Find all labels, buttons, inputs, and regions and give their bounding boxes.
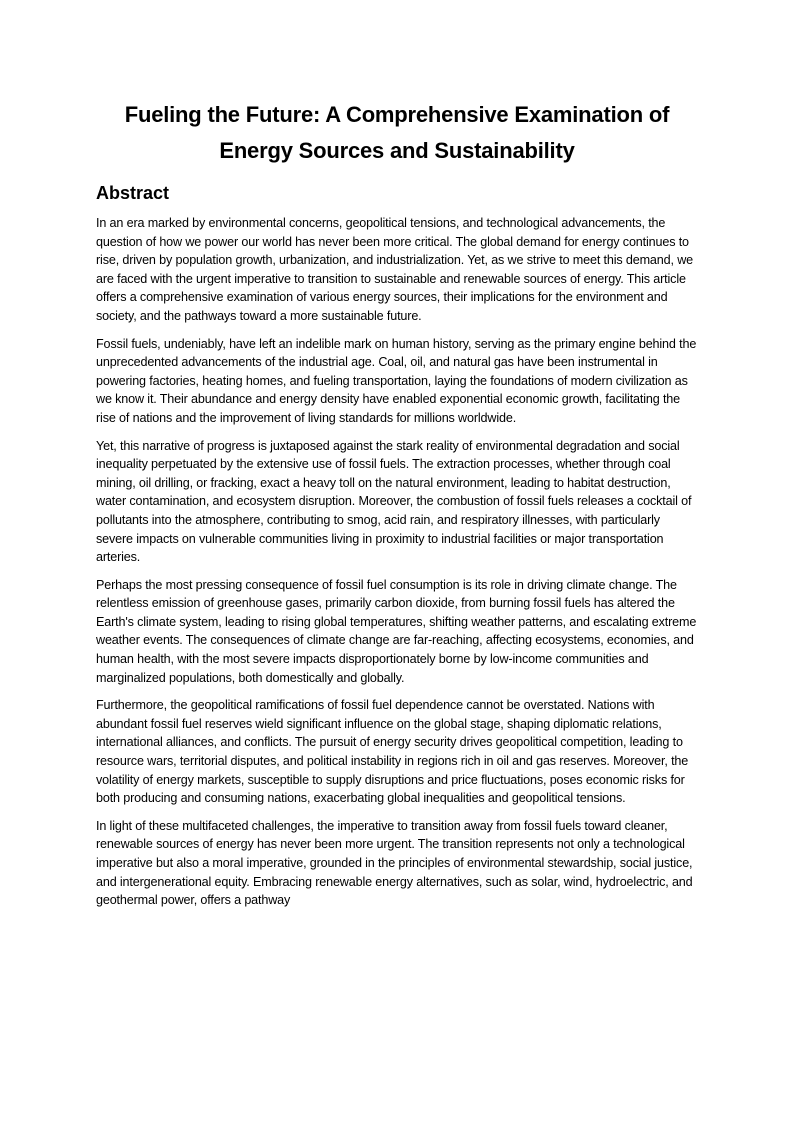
document-title: Fueling the Future: A Comprehensive Examination of Energy Sources and Sustainability — [124, 102, 670, 163]
paragraph-1: In an era marked by environmental concerns, geopolitical tensions, and technological advancements, the question of how we power our world has never been more critical. The global demand for energy continues to rise, driven by population growth, urbanization, and industrialization. Yet, as we strive to meet this demand, we are faced with the urgent imperative to transition to sustainable and renewable sources of energy. This article offers a comprehensive examination of various energy sources, their implications for the environment and society, and the pathways toward a more sustainable future. — [96, 216, 693, 323]
abstract-heading: Abstract — [96, 183, 170, 203]
paragraph-6: In light of these multifaceted challenges, the imperative to transition away from fossil fuels toward cleaner, renewable sources of energy has never been more urgent. The transition represents not only a technological imperative but also a moral imperative, grounded in the principles of environmental stewardship, social justice, and intergenerational equity. Embracing renewable energy alternatives, such as solar, wind, hydroelectric, and geothermal power, offers a pathway — [96, 818, 693, 908]
paragraph-2: Fossil fuels, undeniably, have left an indelible mark on human history, serving as the primary engine behind the unprecedented advancements of the industrial age. Coal, oil, and natural gas have been instrumental in powering factories, heating homes, and fueling transportation, laying the foundations of modern civilization as we know it. Their abundance and energy density have enabled exponential economic growth, facilitating the rise of nations and the improvement of living standards for millions worldwide. — [96, 336, 697, 425]
paragraph-3: Yet, this narrative of progress is juxtaposed against the stark reality of environmental degradation and social inequality perpetuated by the extensive use of fossil fuels. The extraction processes, whether through coal mining, oil drilling, or fracking, exact a heavy toll on the natural environment, leading to habitat destruction, water contamination, and ecosystem disruption. Moreover, the combustion of fossil fuels releases a cocktail of pollutants into the atmosphere, contributing to smog, acid rain, and respiratory illnesses, with particularly severe impacts on vulnerable communities living in proximity to industrial facilities or major transportation arteries. — [96, 438, 692, 565]
paragraph-4: Perhaps the most pressing consequence of fossil fuel consumption is its role in driving climate change. The relentless emission of greenhouse gases, primarily carbon dioxide, from burning fossil fuels has altered the Earth's climate system, leading to rising global temperatures, shifting weather patterns, and escalating extreme weather events. The consequences of climate change are far-reaching, affecting ecosystems, economies, and human health, with the most severe impacts disproportionately borne by low-income communities and marginalized populations, both domestically and globally. — [96, 577, 697, 685]
paragraph-5: Furthermore, the geopolitical ramifications of fossil fuel dependence cannot be overstated. Nations with abundant fossil fuel reserves wield significant influence on the global stage, shaping diplomatic relations, international alliances, and conflicts. The pursuit of energy security drives geopolitical competition, leading to resource wars, territorial disputes, and political instability in regions rich in oil and gas reserves. Moreover, the volatility of energy markets, susceptible to supply disruptions and price fluctuations, poses economic risks for both producing and consuming nations, exacerbating global inequalities and geopolitical tensions. — [96, 698, 689, 806]
document-page — [96, 97, 698, 919]
